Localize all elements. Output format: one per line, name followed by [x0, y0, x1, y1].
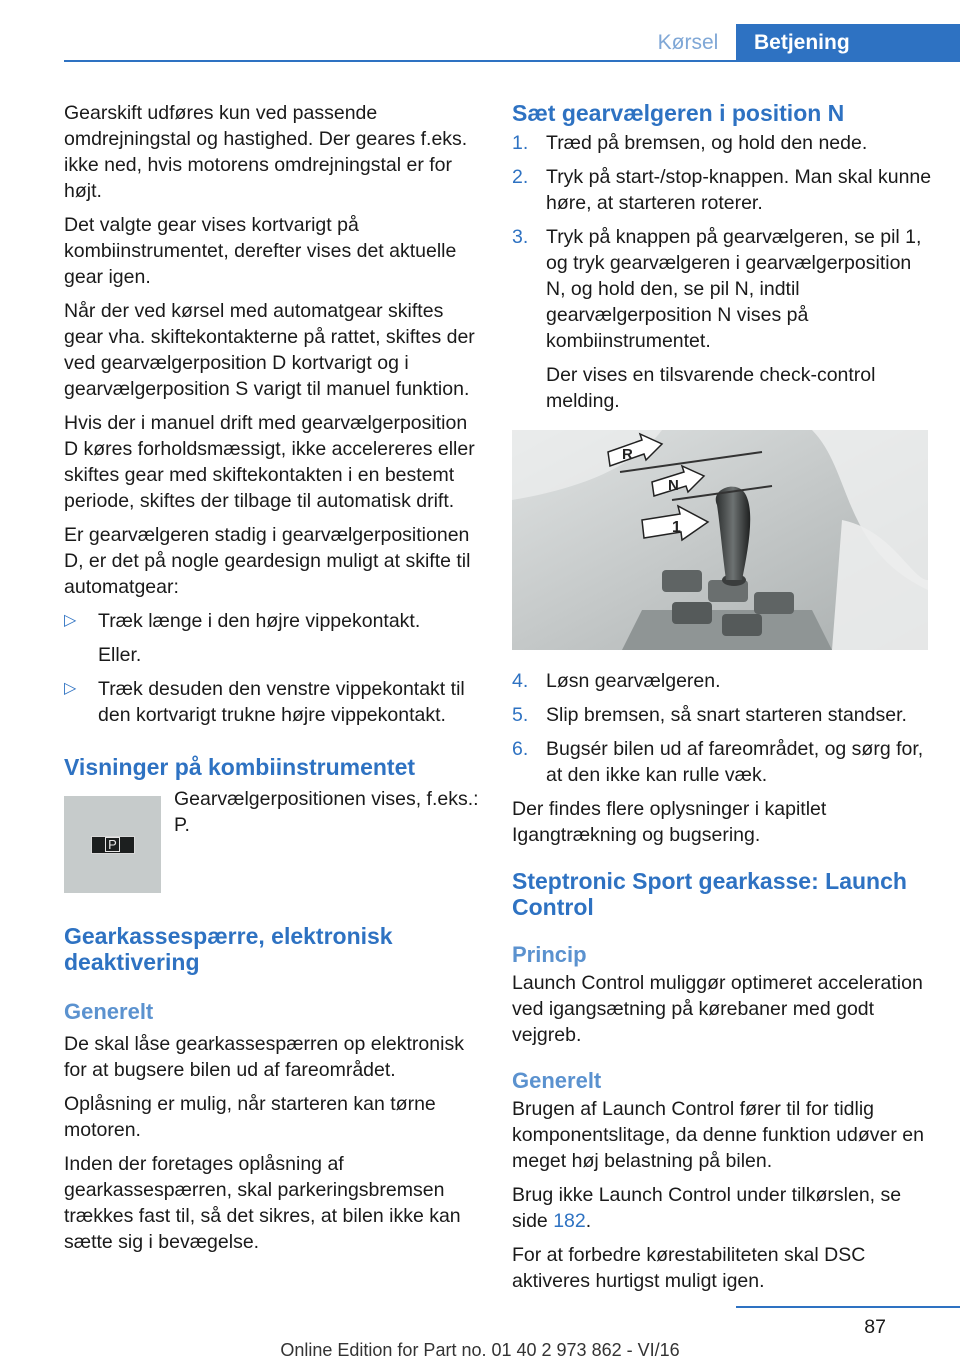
header-rule [64, 60, 960, 62]
step-text: Tryk på start-/stop-knappen. Man skal kunne høre, at starteren roterer. [546, 166, 932, 214]
right-column [512, 100, 932, 1302]
bullet-list [64, 608, 484, 728]
list-item [512, 164, 932, 216]
step-number: 6. [512, 738, 529, 760]
triangle-bullet-icon: ▷ [64, 680, 77, 697]
display-description: Gearvælgerpositionen vises, f.eks.: P. [174, 788, 479, 836]
gear-selector-photo [512, 430, 928, 650]
list-item [64, 608, 484, 668]
left-column [64, 100, 484, 1263]
step-number: 2. [512, 166, 529, 188]
subheading-principle: Princip [512, 942, 587, 967]
paragraph: Der findes flere oplysninger i kapitlet Igangtrækning og bugsering. [512, 798, 827, 846]
paragraph: Launch Control muliggør optimeret acceleration ved igangsætning på kørebaner med godt vejgreb. [512, 972, 923, 1046]
section-heading-lock: Gearkassespærre, elektronisk deaktivering [64, 923, 393, 975]
paragraph: Er gearvælgeren stadig i gearvælgerpositionen D, er det på nogle geardesign muligt at skifte til automatgear: [64, 524, 471, 598]
step-text: Slip bremsen, så snart starteren standser. [546, 704, 907, 726]
subheading-general: Generelt [64, 999, 154, 1024]
footer-rule [736, 1306, 960, 1308]
bullet-text: Træk desuden den venstre vippekontakt til den kortvarigt trukne højre vippekontakt. [98, 678, 465, 726]
list-item [512, 130, 932, 156]
section-heading-launch: Steptronic Sport gearkasse: Launch Control [512, 868, 907, 920]
list-item [512, 224, 932, 414]
step-text: Tryk på knappen på gearvælgeren, se pil 1, og tryk gearvælgeren i gearvælgerposition N, og hold den, se pil N, indtil gearvælgerposition N vises på kombiinstrumentet. [546, 226, 922, 352]
paragraph: Det valgte gear vises kortvarigt på kombiinstrumentet, derefter vises det aktuelle gear igen. [64, 214, 457, 288]
step-subtext: Der vises en tilsvarende check-control melding. [546, 364, 876, 412]
paragraph-text: . [585, 1210, 592, 1232]
paragraph: Inden der foretages oplåsning af gearkassespærren, skal parkeringsbremsen trækkes fast til, så det sikres, at bilen ikke kan sætte sig i bevægelse. [64, 1153, 461, 1253]
step-number: 4. [512, 670, 529, 692]
step-text: Bugsér bilen ud af fareområdet, og sørg for, at den ikke kan rulle væk. [546, 738, 924, 786]
arrow-label-r: R [622, 446, 633, 463]
step-text: Træd på bremsen, og hold den nede. [546, 132, 868, 154]
triangle-bullet-icon: ▷ [64, 612, 77, 629]
paragraph [512, 1182, 932, 1234]
step-text: Løsn gearvælgeren. [546, 670, 721, 692]
list-item [512, 736, 932, 788]
steps-list [512, 130, 932, 414]
paragraph: Gearskift udføres kun ved passende omdrejningstal og hastighed. Der geares f.eks. ikke ned, hvis motorens omdrejningstal er for højt. [64, 102, 468, 202]
paragraph: Oplåsning er mulig, når starteren kan tørne motoren. [64, 1093, 436, 1141]
gear-letter-icon: P [105, 837, 120, 852]
gear-position-display-icon [64, 796, 161, 893]
paragraph-text: Brug ikke Launch Control under tilkørslen, se side [512, 1184, 902, 1232]
list-item [512, 702, 932, 728]
list-item [512, 668, 932, 694]
header-tab-operation[interactable]: Betjening [736, 24, 960, 62]
edition-footer: Online Edition for Part no. 01 40 2 973 862 - VI/16 [280, 1340, 680, 1360]
section-heading-display: Visninger på kombiinstrumentet [64, 754, 416, 780]
page-link-182[interactable]: 182 [553, 1210, 586, 1232]
paragraph: Brugen af Launch Control fører til for tidlig komponentslitage, da denne funktion udøver en meget høj belastning på bilen. [512, 1098, 924, 1172]
paragraph: Hvis der i manuel drift med gearvælgerposition D køres forholdsmæssigt, ikke accelereres eller skiftes gear med skiftekontakten i en bestemt periode, skiftes der tilbage til automatisk drift. [64, 412, 475, 512]
paragraph: Når der ved kørsel med automatgear skiftes gear vha. skiftekontakterne på rattet, skiftes der ved gearvælgerposition D kortvarigt og i gearvælgerposition S varigt til manuel funktion. [64, 300, 475, 400]
display-info-row [64, 782, 484, 893]
step-number: 3. [512, 226, 529, 248]
list-item [64, 676, 484, 728]
step-number: 5. [512, 704, 529, 726]
steps-list [512, 668, 932, 788]
subheading-general: Generelt [512, 1068, 602, 1093]
bullet-subtext: Eller. [98, 644, 142, 666]
arrow-label-n: N [668, 477, 679, 494]
paragraph: For at forbedre kørestabiliteten skal DSC aktiveres hurtigst muligt igen. [512, 1244, 866, 1292]
step-number: 1. [512, 132, 529, 154]
section-heading-neutral: Sæt gearvælgeren i position N [512, 100, 845, 126]
page-number: 87 [864, 1316, 886, 1338]
paragraph: De skal låse gearkassespærren op elektronisk for at bugsere bilen ud af fareområdet. [64, 1033, 464, 1081]
arrow-label-1: 1 [672, 519, 681, 536]
header-tab-driving[interactable]: Kørsel [657, 31, 719, 54]
bullet-text: Træk længe i den højre vippekontakt. [98, 610, 421, 632]
